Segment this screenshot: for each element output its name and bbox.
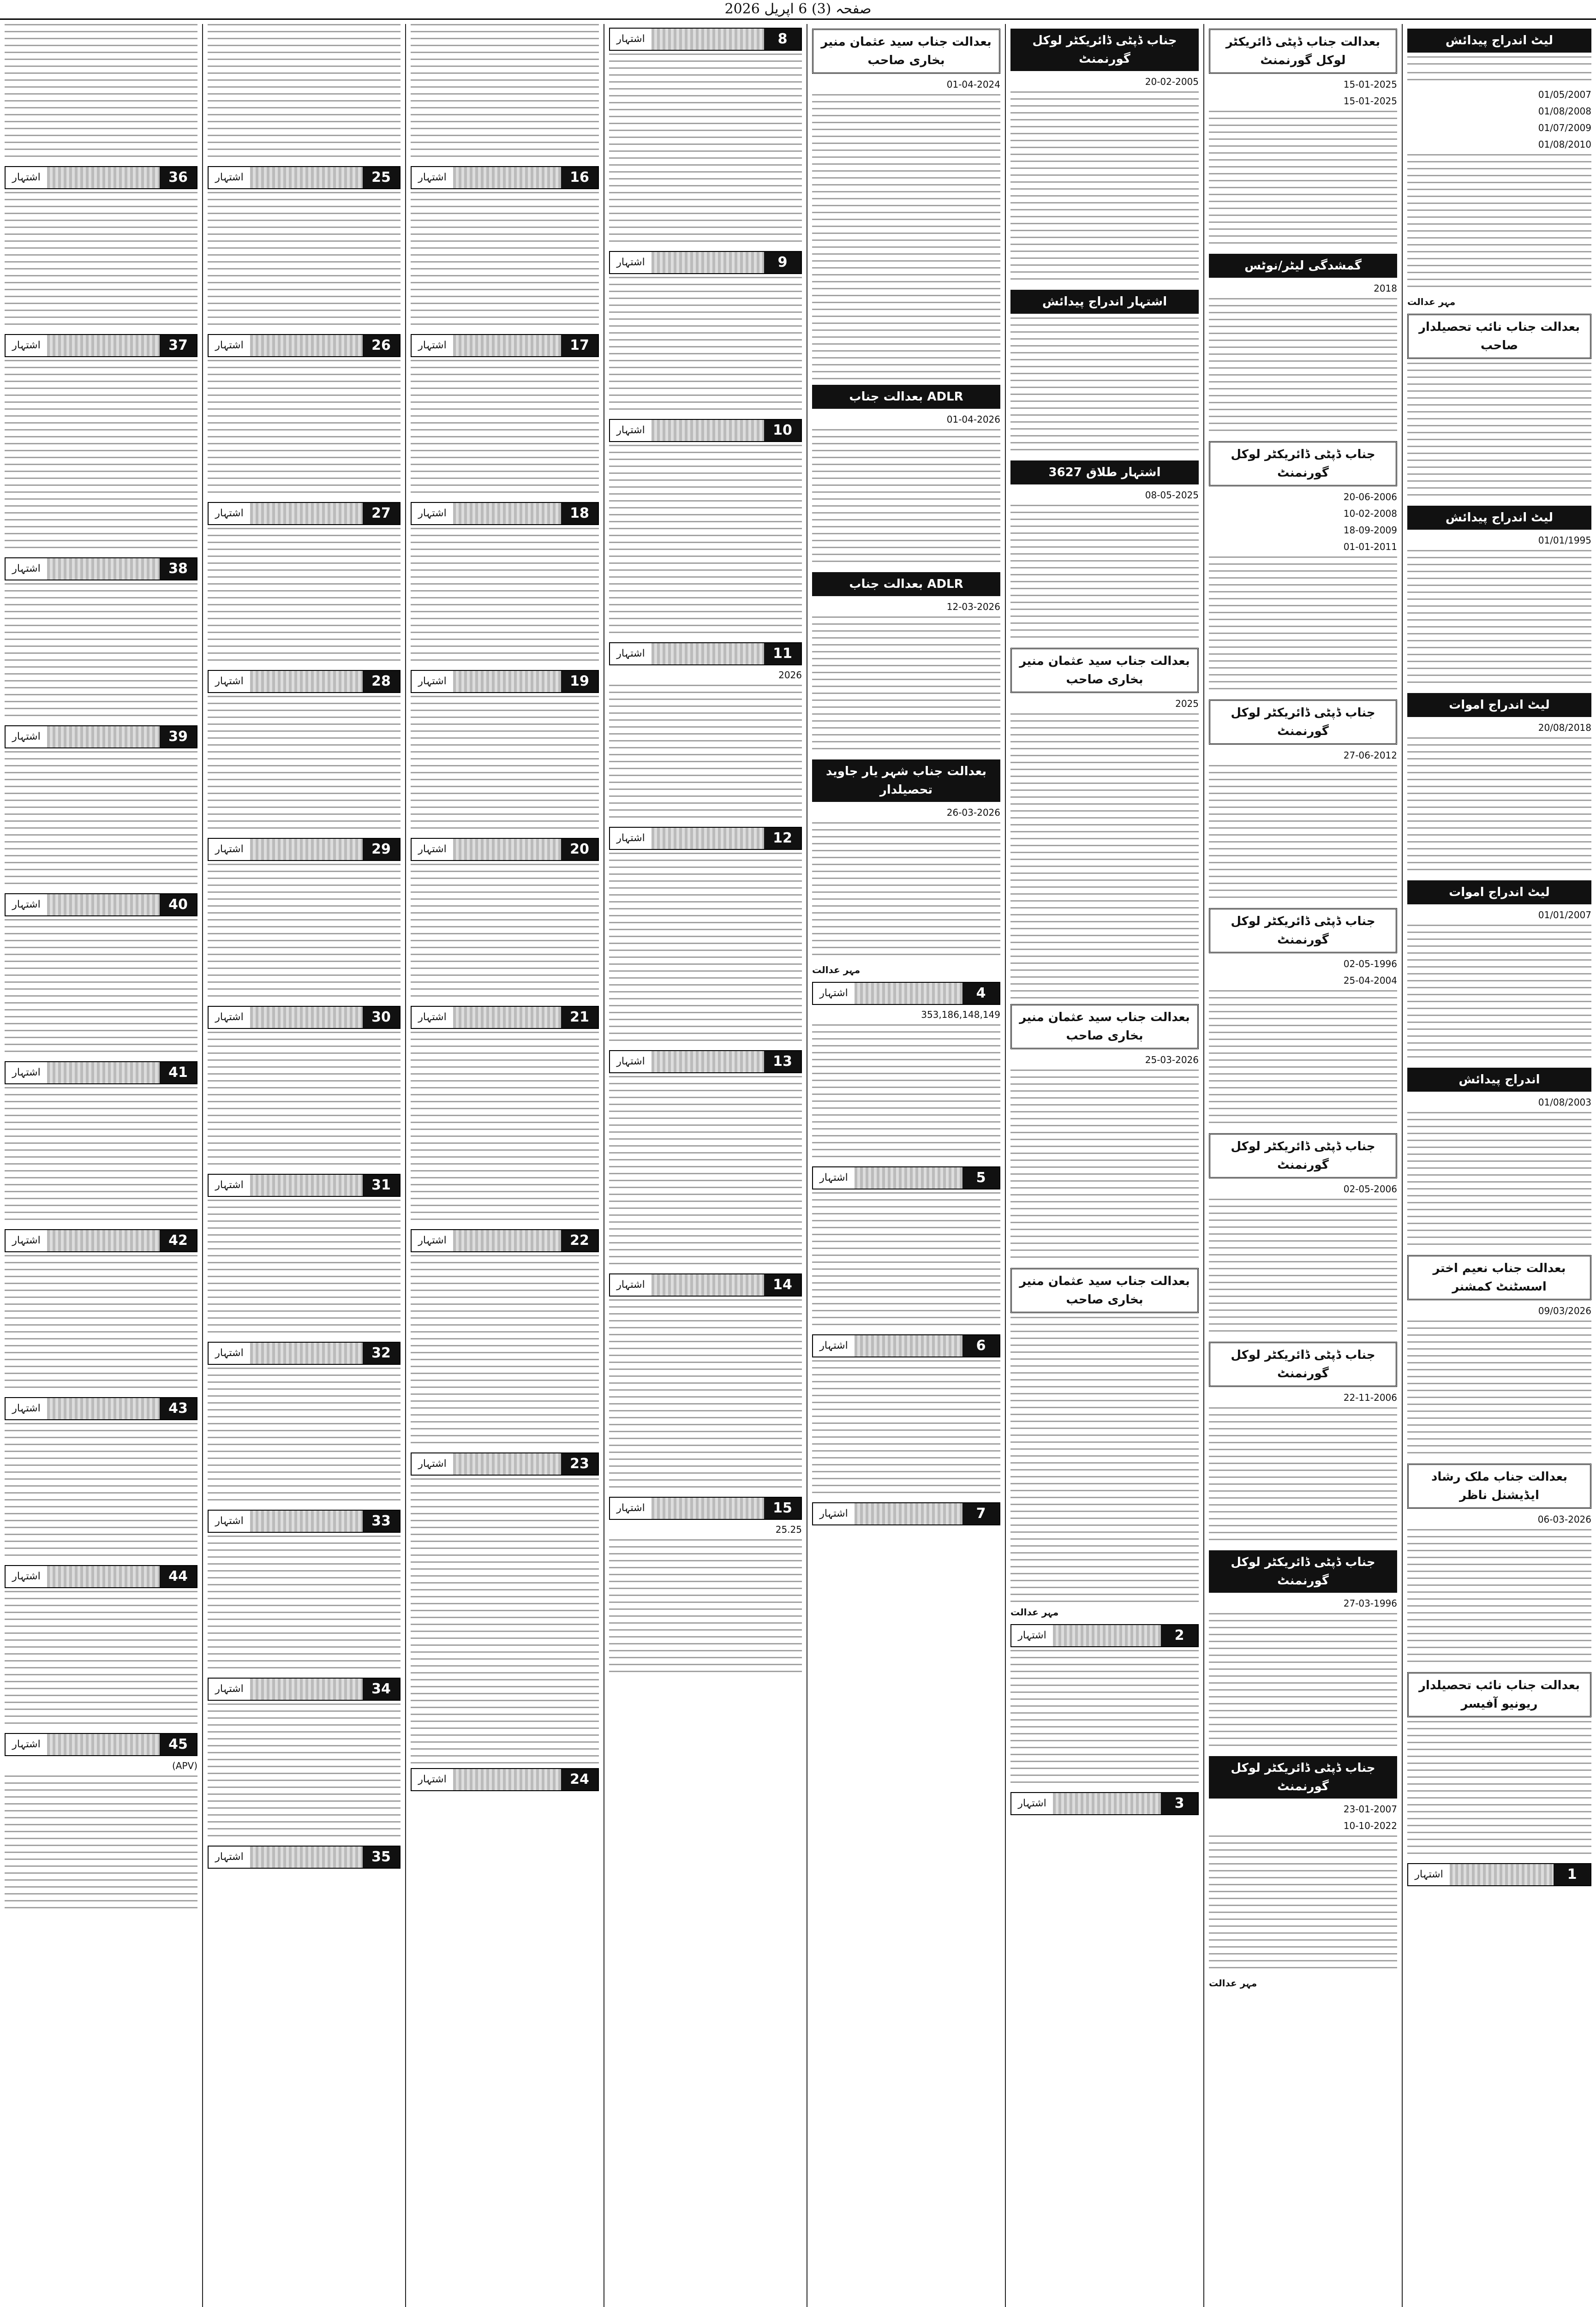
- amount-text: 25.25: [775, 1524, 802, 1535]
- date-text: 2026: [778, 669, 802, 681]
- column-3: [406, 24, 604, 2307]
- ad-number-tab: اشتہار 31: [208, 1174, 400, 1197]
- ad-heading: جناب ڈپٹی ڈائریکٹر لوکل گورنمنٹ: [1209, 441, 1397, 486]
- ad-number-tab: اشتہار 15: [609, 1497, 802, 1520]
- column-7: [1204, 24, 1403, 2307]
- date-text: 22-11-2006: [1343, 1392, 1397, 1403]
- ad-number-tab: اشتہار 5: [812, 1166, 1000, 1189]
- ad-number-tab: اشتہار 9: [609, 251, 802, 274]
- abbreviation-text: (APV): [172, 1760, 197, 1771]
- date-text: 01/07/2009: [1538, 122, 1591, 133]
- date-text: 15-01-2025: [1343, 96, 1397, 107]
- date-text: 20-02-2005: [1145, 76, 1199, 87]
- ad-number-tab: اشتہار 3: [1010, 1792, 1199, 1815]
- ad-number-tab: اشتہار 17: [411, 334, 599, 357]
- ad-number-tab: اشتہار 10: [609, 419, 802, 442]
- ad-heading: لیٹ اندراج اموات: [1407, 880, 1591, 904]
- date-text: 15-01-2025: [1343, 79, 1397, 90]
- court-seal: مہر عدالت: [1010, 1607, 1059, 1618]
- ad-heading: جناب ڈپٹی ڈائریکٹر لوکل گورنمنٹ: [1209, 1133, 1397, 1178]
- ad-heading: بعدالت جناب ADLR: [812, 572, 1000, 596]
- ad-number-tab: اشتہار 33: [208, 1510, 400, 1533]
- ad-heading: بعدالت جناب ڈپٹی ڈائریکٹر لوکل گورنمنٹ: [1209, 29, 1397, 74]
- date-text: 01-01-2011: [1343, 541, 1397, 552]
- ad-heading: گمشدگی لیٹر/نوٹس: [1209, 254, 1397, 278]
- column-4: [604, 24, 807, 2307]
- ad-number-tab: اشتہار 26: [208, 334, 400, 357]
- ad-number-tab: اشتہار 25: [208, 166, 400, 189]
- ad-number-tab: اشتہار 34: [208, 1678, 400, 1701]
- date-text: 12-03-2026: [946, 601, 1000, 612]
- column-2: [203, 24, 406, 2307]
- ad-number-tab: اشتہار 4: [812, 982, 1000, 1005]
- ad-heading: جناب ڈپٹی ڈائریکٹر لوکل گورنمنٹ: [1209, 1756, 1397, 1799]
- ad-number-tab: اشتہار 41: [5, 1061, 197, 1084]
- court-seal: مہر عدالت: [1209, 1978, 1257, 1989]
- date-text: 10-10-2022: [1343, 1820, 1397, 1831]
- ad-heading: بعدالت جناب سید عثمان منیر بخاری صاحب: [1010, 1268, 1199, 1313]
- ad-number-tab: اشتہار 39: [5, 725, 197, 748]
- ad-number-tab: اشتہار 20: [411, 838, 599, 861]
- date-text: 02-05-2006: [1343, 1183, 1397, 1195]
- ad-number-tab: اشتہار 19: [411, 670, 599, 693]
- ad-number-tab: اشتہار 37: [5, 334, 197, 357]
- ad-heading: بعدالت جناب سید عثمان منیر بخاری صاحب: [1010, 648, 1199, 693]
- ad-number-tab: اشتہار 30: [208, 1006, 400, 1029]
- ad-number-tab: اشتہار 7: [812, 1502, 1000, 1525]
- date-text: 01/01/2007: [1538, 909, 1591, 920]
- ad-heading: جناب ڈپٹی ڈائریکٹر لوکل گورنمنٹ: [1209, 1342, 1397, 1387]
- ad-number-tab: اشتہار 27: [208, 502, 400, 525]
- ad-heading: بعدالت جناب ملک رشاد ایڈیشنل ناظر: [1407, 1464, 1591, 1509]
- ad-number-tab: اشتہار 42: [5, 1229, 197, 1252]
- column-6: [1006, 24, 1204, 2307]
- ad-number-tab: اشتہار 8: [609, 28, 802, 51]
- date-text: 01/05/2007: [1538, 89, 1591, 100]
- ad-number-tab: اشتہار 2: [1010, 1624, 1199, 1647]
- date-text: 20-06-2006: [1343, 491, 1397, 502]
- date-text: 01-04-2026: [946, 414, 1000, 425]
- ad-number-tab: اشتہار 44: [5, 1565, 197, 1588]
- date-text: 27-06-2012: [1343, 750, 1397, 761]
- date-text: 01/08/2010: [1538, 139, 1591, 150]
- ad-heading: بعدالت جناب سید عثمان منیر بخاری صاحب: [1010, 1004, 1199, 1049]
- date-text: 02-05-1996: [1343, 958, 1397, 969]
- date-text: 27-03-1996: [1343, 1598, 1397, 1609]
- ad-number-tab: اشتہار 36: [5, 166, 197, 189]
- ad-heading: جناب ڈپٹی ڈائریکٹر لوکل گورنمنٹ: [1010, 29, 1199, 71]
- court-seal: مہر عدالت: [1407, 296, 1456, 307]
- ad-heading: بعدالت جناب شہر یار جاوید تحصیلدار: [812, 759, 1000, 802]
- ad-number-tab: اشتہار 1: [1407, 1863, 1591, 1886]
- ad-heading: جناب ڈپٹی ڈائریکٹر لوکل گورنمنٹ: [1209, 908, 1397, 953]
- date-text: 01/08/2008: [1538, 106, 1591, 117]
- date-text: 08-05-2025: [1145, 490, 1199, 501]
- column-1: [0, 24, 203, 2307]
- ad-number-tab: اشتہار 32: [208, 1342, 400, 1365]
- date-text: 18-09-2009: [1343, 525, 1397, 536]
- date-text: 23-01-2007: [1343, 1804, 1397, 1815]
- date-text: 01-04-2024: [946, 79, 1000, 90]
- ad-heading: لیٹ اندراج پیدائش: [1407, 29, 1591, 53]
- column-8: [1403, 24, 1596, 2307]
- ad-number-tab: اشتہار 13: [609, 1050, 802, 1073]
- ad-heading: بعدالت جناب نائب تحصیلدار ریونیو آفیسر: [1407, 1672, 1591, 1717]
- date-text: 10-02-2008: [1343, 508, 1397, 519]
- ad-number-tab: اشتہار 23: [411, 1452, 599, 1476]
- ad-number-tab: اشتہار 45: [5, 1733, 197, 1756]
- ad-number-tab: اشتہار 43: [5, 1397, 197, 1420]
- ad-heading: اشتہار اندراج پیدائش: [1010, 290, 1199, 314]
- ad-number-tab: اشتہار 16: [411, 166, 599, 189]
- ad-number-tab: اشتہار 18: [411, 502, 599, 525]
- ad-heading: اندراج پیدائش: [1407, 1068, 1591, 1092]
- ad-number-tab: اشتہار 21: [411, 1006, 599, 1029]
- date-text: 01/08/2003: [1538, 1097, 1591, 1108]
- ad-number-tab: اشتہار 6: [812, 1334, 1000, 1357]
- ad-heading: لیٹ اندراج اموات: [1407, 693, 1591, 717]
- ad-heading: جناب ڈپٹی ڈائریکٹر لوکل گورنمنٹ: [1209, 699, 1397, 745]
- ad-number-tab: اشتہار 35: [208, 1846, 400, 1869]
- ad-heading: اشتہار طلاق 3627: [1010, 460, 1199, 484]
- ad-heading: بعدالت جناب نائب تحصیلدار صاحب: [1407, 314, 1591, 359]
- date-text: 2018: [1374, 283, 1397, 294]
- date-text: 25-04-2004: [1343, 975, 1397, 986]
- ad-heading: بعدالت جناب نعیم اختر اسسٹنٹ کمشنر: [1407, 1255, 1591, 1300]
- ad-heading: لیٹ اندراج پیدائش: [1407, 506, 1591, 530]
- amount-text: 353,186,148,149: [921, 1009, 1000, 1020]
- date-text: 26-03-2026: [946, 807, 1000, 818]
- date-text: 06-03-2026: [1537, 1514, 1591, 1525]
- ad-number-tab: اشتہار 28: [208, 670, 400, 693]
- ad-heading: بعدالت جناب سید عثمان منیر بخاری صاحب: [812, 29, 1000, 74]
- ad-number-tab: اشتہار 22: [411, 1229, 599, 1252]
- ad-number-tab: اشتہار 38: [5, 557, 197, 580]
- ad-number-tab: اشتہار 12: [609, 827, 802, 850]
- date-text: 25-03-2026: [1145, 1054, 1199, 1065]
- date-text: 01/01/1995: [1538, 535, 1591, 546]
- ad-number-tab: اشتہار 40: [5, 893, 197, 916]
- column-5: [807, 24, 1006, 2307]
- ad-number-tab: اشتہار 11: [609, 642, 802, 665]
- page-header: صفحہ (3) 6 اپریل 2026: [0, 0, 1596, 20]
- date-text: 09/03/2026: [1538, 1305, 1591, 1316]
- ad-heading: بعدالت جناب ADLR: [812, 385, 1000, 409]
- ad-number-tab: اشتہار 29: [208, 838, 400, 861]
- court-seal: مہر عدالت: [812, 964, 861, 975]
- ad-number-tab: اشتہار 14: [609, 1273, 802, 1297]
- ad-number-tab: اشتہار 24: [411, 1768, 599, 1791]
- date-text: 20/08/2018: [1538, 722, 1591, 733]
- ad-heading: جناب ڈپٹی ڈائریکٹر لوکل گورنمنٹ: [1209, 1550, 1397, 1593]
- date-text: 2025: [1175, 698, 1199, 709]
